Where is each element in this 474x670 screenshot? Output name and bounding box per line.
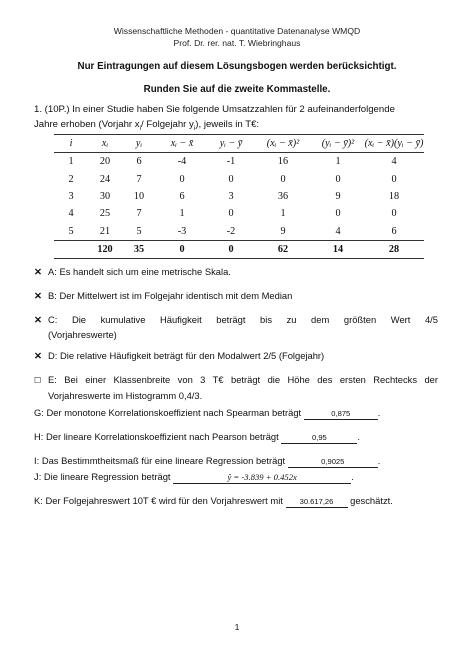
table-cell: 6: [179, 190, 185, 202]
table-cell: 0: [391, 173, 397, 185]
option-d: [34, 349, 438, 364]
table-cell: 25: [99, 208, 111, 220]
table-cell: 21: [99, 225, 111, 237]
table-cell: 10: [133, 190, 145, 202]
table-row: [54, 170, 424, 187]
table-sum-cell: 120: [88, 240, 122, 258]
table-cell: 9: [335, 190, 341, 202]
question-i-answer-field[interactable]: 0,9025: [288, 457, 378, 468]
table-cell: 9: [280, 225, 286, 237]
table-header-cell: yᵢ − ȳ: [208, 135, 254, 153]
table-sum-row: [54, 240, 424, 258]
option-e-text-line1: E: Bei einer Klassenbreite von 3 T€ beträgt die Höhe des ersten Rechtecks der: [48, 374, 438, 385]
table-cell: 24: [99, 173, 111, 185]
table-cell: 4: [335, 225, 341, 237]
table-cell: 6: [136, 156, 142, 168]
task-intro-line1: 1. (10P.) In einer Studie haben Sie folgende Umsatzzahlen für 2 aufeinanderfolgende: [34, 104, 395, 115]
table-cell: 30: [99, 190, 111, 202]
table-row: [54, 188, 424, 205]
table-sum-cell: 28: [364, 240, 424, 258]
question-j-answer-field[interactable]: ŷ = -3.839 + 0.452x: [173, 473, 351, 484]
table-cell: 5: [68, 225, 74, 237]
table-sum-cell: 35: [122, 240, 156, 258]
table-cell: 0: [335, 208, 341, 220]
question-i-text: I: Das Bestimmtheitsmaß für eine lineare Regression beträgt: [34, 455, 286, 466]
question-k-answer-field[interactable]: 30.617,26: [286, 497, 348, 508]
table-cell: 36: [277, 190, 289, 202]
table-cell: 7: [136, 173, 142, 185]
table-cell: 20: [99, 156, 111, 168]
question-j: [34, 471, 354, 484]
question-i-end: .: [377, 455, 381, 466]
table-cell: 3: [228, 190, 234, 202]
task-intro-line2: [34, 119, 259, 132]
instruction-entries-only: Nur Eintragungen auf diesem Lösungsbogen werden berücksichtigt.: [77, 61, 397, 72]
table-cell: 4: [68, 208, 74, 220]
document-header-professor: Prof. Dr. rer. nat. T. Wiebringhaus: [173, 38, 301, 48]
question-i: [34, 455, 380, 468]
question-k: [34, 495, 393, 508]
table-row: [54, 205, 424, 222]
task-intro-text-c: ), jeweils in T€:: [195, 119, 260, 130]
sales-data-table: [54, 134, 424, 259]
task-intro-text-b: / Folgejahr y: [141, 119, 194, 130]
table-cell: 1: [179, 208, 185, 220]
question-g-answer-field[interactable]: 0,875: [304, 409, 378, 420]
table-cell: 6: [391, 225, 397, 237]
option-e: [34, 373, 438, 403]
task-intro-text-a: Jahre erhoben (Vorjahr x: [34, 119, 140, 130]
table-row: [54, 223, 424, 241]
question-h-answer-field[interactable]: 0,95: [281, 433, 357, 444]
table-header-cell: (xᵢ − x̄)(yᵢ − ȳ): [364, 135, 424, 153]
document-header-title: Wissenschaftliche Methoden - quantitative Datenanalyse WMQD: [113, 26, 361, 36]
table-header-cell: (yᵢ − ȳ)²: [312, 135, 364, 153]
table-cell: 0: [228, 208, 234, 220]
question-g: [34, 407, 380, 420]
option-a-text: A: Es handelt sich um eine metrische Skala.: [48, 266, 231, 277]
task-intro-sub-x: i: [139, 124, 142, 132]
option-e-text-line2: Vorjahreswerte im Histogramm 0,4/3.: [48, 389, 203, 401]
table-header-cell: xᵢ − x̄: [156, 135, 208, 153]
option-b-text: B: Der Mittelwert ist im Folgejahr identisch mit dem Median: [48, 290, 293, 301]
table-header-row: [54, 135, 424, 153]
instruction-rounding: Runden Sie auf die zweite Kommastelle.: [143, 84, 331, 95]
table-cell: 2: [68, 173, 74, 185]
option-c-text-line2: (Vorjahreswerte): [48, 328, 117, 340]
table-cell: 4: [391, 156, 397, 168]
question-h-text: H: Der lineare Korrelationskoeffizient nach Pearson beträgt: [34, 431, 279, 442]
table-cell: 0: [228, 173, 234, 185]
table-header-cell: xᵢ: [88, 135, 122, 153]
table-header-cell: yᵢ: [122, 135, 156, 153]
table-cell: 0: [280, 173, 286, 185]
task-intro-sub-y: i: [193, 124, 196, 132]
table-cell: -2: [226, 225, 236, 237]
table-cell: 16: [277, 156, 289, 168]
question-j-text: J: Die lineare Regression beträgt: [34, 471, 171, 482]
option-c: [34, 313, 438, 342]
table-cell: 18: [388, 190, 400, 202]
table-cell: 0: [391, 208, 397, 220]
question-g-text: G: Der monotone Korrelationskoeffizient nach Spearman beträgt: [34, 407, 302, 418]
table-header-cell: (xᵢ − x̄)²: [254, 135, 312, 153]
question-k-end: geschätzt.: [350, 495, 393, 506]
table-header-cell: i: [54, 135, 88, 153]
table-cell: -4: [177, 156, 187, 168]
option-a-crossed-mark[interactable]: ✕: [34, 266, 42, 277]
option-d-crossed-mark[interactable]: ✕: [34, 350, 42, 361]
option-b-crossed-mark[interactable]: ✕: [34, 290, 42, 301]
option-a: [34, 265, 438, 280]
table-sum-cell: [54, 240, 88, 258]
question-h: [34, 431, 360, 444]
option-b: [34, 289, 438, 304]
table-cell: 1: [280, 208, 286, 220]
table-cell: 5: [136, 225, 142, 237]
table-row: [54, 153, 424, 171]
table-sum-cell: 0: [156, 240, 208, 258]
table-sum-cell: 0: [208, 240, 254, 258]
table-cell: -3: [177, 225, 187, 237]
table-cell: -1: [226, 156, 236, 168]
table-cell: 1: [68, 156, 74, 168]
table-sum-cell: 14: [312, 240, 364, 258]
question-k-text: K: Der Folgejahreswert 10T € wird für den Vorjahreswert mit: [34, 495, 283, 506]
page-number: 1: [234, 622, 240, 632]
option-c-text-line1: C: Die kumulative Häufigkeit beträgt bis zu dem größten Wert 4/5: [48, 314, 438, 325]
table-cell: 7: [136, 208, 142, 220]
option-d-text: D: Die relative Häufigkeit beträgt für den Modalwert 2/5 (Folgejahr): [48, 350, 325, 361]
table-cell: 3: [68, 190, 74, 202]
question-j-end: .: [351, 471, 354, 482]
question-g-end: .: [377, 407, 381, 418]
table-cell: 0: [335, 173, 341, 185]
table-cell: 1: [335, 156, 341, 168]
table-cell: 0: [179, 173, 185, 185]
option-e-checkbox[interactable]: ☐: [34, 376, 42, 385]
question-h-end: .: [357, 431, 360, 442]
option-c-crossed-mark[interactable]: ✕: [34, 314, 42, 325]
table-sum-cell: 62: [254, 240, 312, 258]
